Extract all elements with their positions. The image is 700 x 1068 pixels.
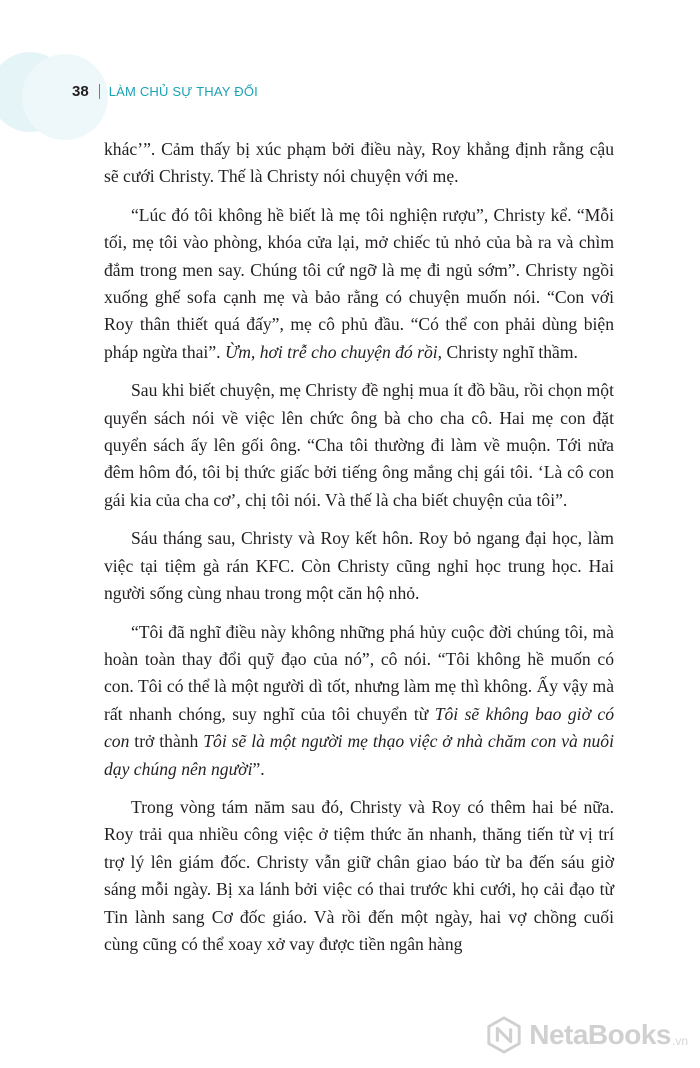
body-paragraph (104, 794, 614, 958)
text-run: trở thành (129, 731, 204, 752)
italic-text-run: Tôi sẽ không bao giờ có con (104, 703, 614, 752)
watermark-suffix: .vn (671, 1034, 688, 1048)
text-run: Sáu tháng sau, Christy và Roy kết hôn. Roy bỏ ngang đại học, làm việc tại tiệm gà rán KFC. Còn Christy cũng nghỉ học trung học. Hai người sống cùng nhau trong một căn hộ nhỏ. (104, 528, 614, 604)
watermark-brand: NetaBooks (529, 1019, 671, 1050)
header-divider (99, 84, 100, 99)
text-run: , Christy nghĩ thầm. (437, 341, 578, 362)
page-header (72, 80, 258, 102)
running-title: LÀM CHỦ SỰ THAY ĐỔI (108, 83, 258, 99)
body-paragraph (104, 525, 614, 607)
body-paragraph (104, 202, 614, 366)
italic-text-run: Tôi sẽ là một người mẹ thạo việc ở nhà chăm con và nuôi dạy chúng nên người (104, 731, 614, 779)
text-run: Trong vòng tám năm sau đó, Christy và Roy có thêm hai bé nữa. Roy trải qua nhiều công việc ở tiệm thức ăn nhanh, thăng tiến từ vị trí trợ lý lên giám đốc. Christy vẫn giữ chân giao báo từ ba đến sáu giờ sáng mỗi ngày. Bị xa lánh bởi việc có thai trước khi cưới, họ cải đạo từ Tin lành sang Cơ đốc giáo. Và rồi đến một ngày, hai vợ chồng cuối cùng cũng có thể xoay xở vay được tiền ngân hàng (104, 796, 614, 954)
body-paragraph (104, 136, 614, 191)
body-paragraph (104, 377, 614, 514)
watermark (485, 1016, 688, 1054)
page-body-text (104, 136, 614, 969)
text-run: ”. (252, 758, 265, 779)
text-run: khác’”. Cảm thấy bị xúc phạm bởi điều này, Roy khẳng định rằng cậu sẽ cưới Christy. Thế là Christy nói chuyện với mẹ. (104, 139, 614, 187)
netabooks-logo-icon (485, 1016, 523, 1054)
text-run: “Lúc đó tôi không hề biết là mẹ tôi nghiện rượu”, Christy kể. “Mỗi tối, mẹ tôi vào phòng, khóa cửa lại, mở chiếc tủ nhỏ của bà ra và chìm đắm trong men say. Chúng tôi cứ ngỡ là mẹ đi ngủ sớm”. Christy ngồi xuống ghế sofa cạnh mẹ và bảo rằng có chuyện muốn nói. “Con với Roy thân thiết quá đấy”, mẹ cô phủ đầu. “Có thể con phải dùng biện pháp ngừa thai”. (104, 204, 614, 362)
text-run: Sau khi biết chuyện, mẹ Christy đề nghị mua ít đồ bầu, rồi chọn một quyển sách nói về việc lên chức ông bà cho cha cô. Hai mẹ con đặt quyển sách ấy lên gối ông. “Cha tôi thường đi làm về muộn. Tới nửa đêm hôm đó, tôi bị thức giấc bởi tiếng ông mắng chị gái tôi. ‘Là cô con gái kia của cha cơ’, chị tôi nói. Và thế là cha biết chuyện của tôi”. (104, 380, 614, 510)
text-run: “Tôi đã nghĩ điều này không những phá hủy cuộc đời chúng tôi, mà hoàn toàn thay đổi quỹ đạo của nó”, cô nói. “Tôi không hề muốn có con. Tôi có thể là một người dì tốt, nhưng làm mẹ thì không. Ấy vậy mà rất nhanh chóng, suy nghĩ của tôi chuyển từ (104, 621, 614, 724)
page-number: 38 (72, 82, 89, 100)
body-paragraph (104, 619, 614, 783)
italic-text-run: Ừm, hơi trễ cho chuyện đó rồi (224, 341, 438, 362)
